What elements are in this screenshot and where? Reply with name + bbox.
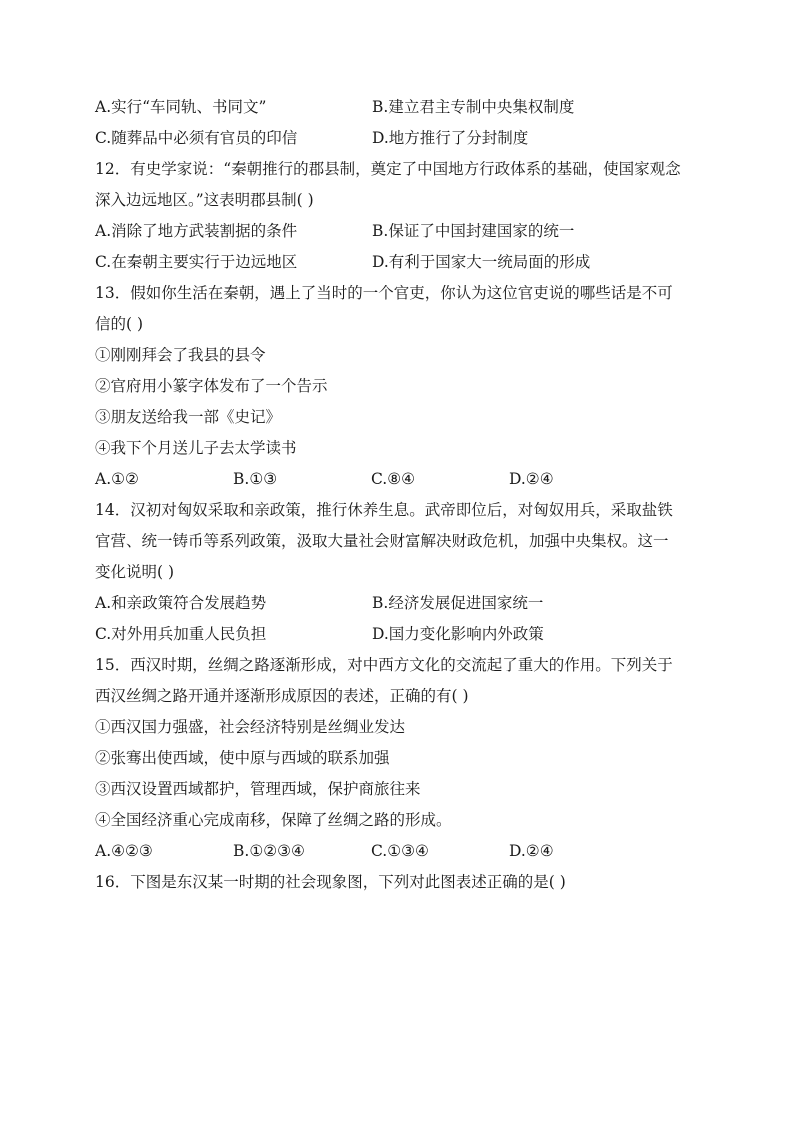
q11-option-b: B.建立君主专制中央集权制度 [372,98,575,116]
q16-stem-line1: 16．下图是东汉某一时期的社会现象图，下列对此图表述正确的是( ) [95,873,566,891]
q15-item-1: ①西汉国力强盛，社会经济特别是丝绸业发达 [95,718,406,736]
q12-stem-line2: 深入边远地区。”这表明郡县制( ) [95,191,314,209]
q15-option-a: A.④②③ [95,842,153,860]
q12-option-a: A.消除了地方武装割据的条件 [95,222,298,240]
q12-option-c: C.在秦朝主要实行于边远地区 [95,253,298,271]
q15-option-c: C.①③④ [371,842,429,860]
q14-stem-line3: 变化说明( ) [95,563,175,581]
q11-options-row1 [95,92,715,123]
q14-options-row1 [95,588,715,619]
q13-item-2: ②官府用小篆字体发布了一个告示 [95,377,328,395]
q15-option-d: D.②④ [509,842,554,860]
q11-options-row2 [95,123,715,154]
q14-stem-line1: 14．汉初对匈奴采取和亲政策，推行休养生息。武帝即位后，对匈奴用兵，采取盐铁 [95,501,673,519]
q13-options-row [95,464,715,495]
q13-option-c: C.⑧④ [371,470,416,488]
exam-page [95,92,715,898]
q12-option-b: B.保证了中国封建国家的统一 [372,222,575,240]
q15-item-4: ④全国经济重心完成南移，保障了丝绸之路的形成。 [95,811,452,829]
q15-stem-line1: 15．西汉时期，丝绸之路逐渐形成，对中西方文化的交流起了重大的作用。下列关于 [95,656,673,674]
q14-option-a: A.和亲政策符合发展趋势 [95,594,267,612]
q13-stem-line1: 13．假如你生活在秦朝，遇上了当时的一个官吏，你认为这位官吏说的哪些话是不可 [95,284,673,302]
q15-options-row [95,836,715,867]
q14-options-row2 [95,619,715,650]
q12-options-row1 [95,216,715,247]
q13-stem-line2: 信的( ) [95,315,144,333]
q11-option-d: D.地方推行了分封制度 [372,129,529,147]
q12-stem-line1: 12．有史学家说：“秦朝推行的郡县制，奠定了中国地方行政体系的基础，使国家观念 [95,160,681,178]
q12-option-d: D.有利于国家大一统局面的形成 [372,253,591,271]
q13-option-b: B.①③ [233,470,278,488]
q12-options-row2 [95,247,715,278]
q11-option-c: C.随葬品中必须有官员的印信 [95,129,298,147]
q13-item-4: ④我下个月送儿子去太学读书 [95,439,297,457]
q15-item-3: ③西汉设置西域都护，管理西域，保护商旅往来 [95,780,421,798]
q15-option-b: B.①②③④ [233,842,305,860]
q13-item-1: ①刚刚拜会了我县的县令 [95,346,266,364]
q14-option-d: D.国力变化影响内外政策 [372,625,544,643]
q13-option-a: A.①② [95,470,139,488]
q14-option-b: B.经济发展促进国家统一 [372,594,544,612]
q14-stem-line2: 官营、统一铸币等系列政策，汲取大量社会财富解决财政危机，加强中央集权。这一 [95,532,669,550]
q13-item-3: ③朋友送给我一部《史记》 [95,408,282,426]
q15-stem-line2: 西汉丝绸之路开通并逐渐形成原因的表述，正确的有( ) [95,687,469,705]
q14-option-c: C.对外用兵加重人民负担 [95,625,267,643]
q13-option-d: D.②④ [509,470,554,488]
q15-item-2: ②张骞出使西域，使中原与西域的联系加强 [95,749,390,767]
q11-option-a: A.实行“车同轨、书同文” [95,98,267,116]
